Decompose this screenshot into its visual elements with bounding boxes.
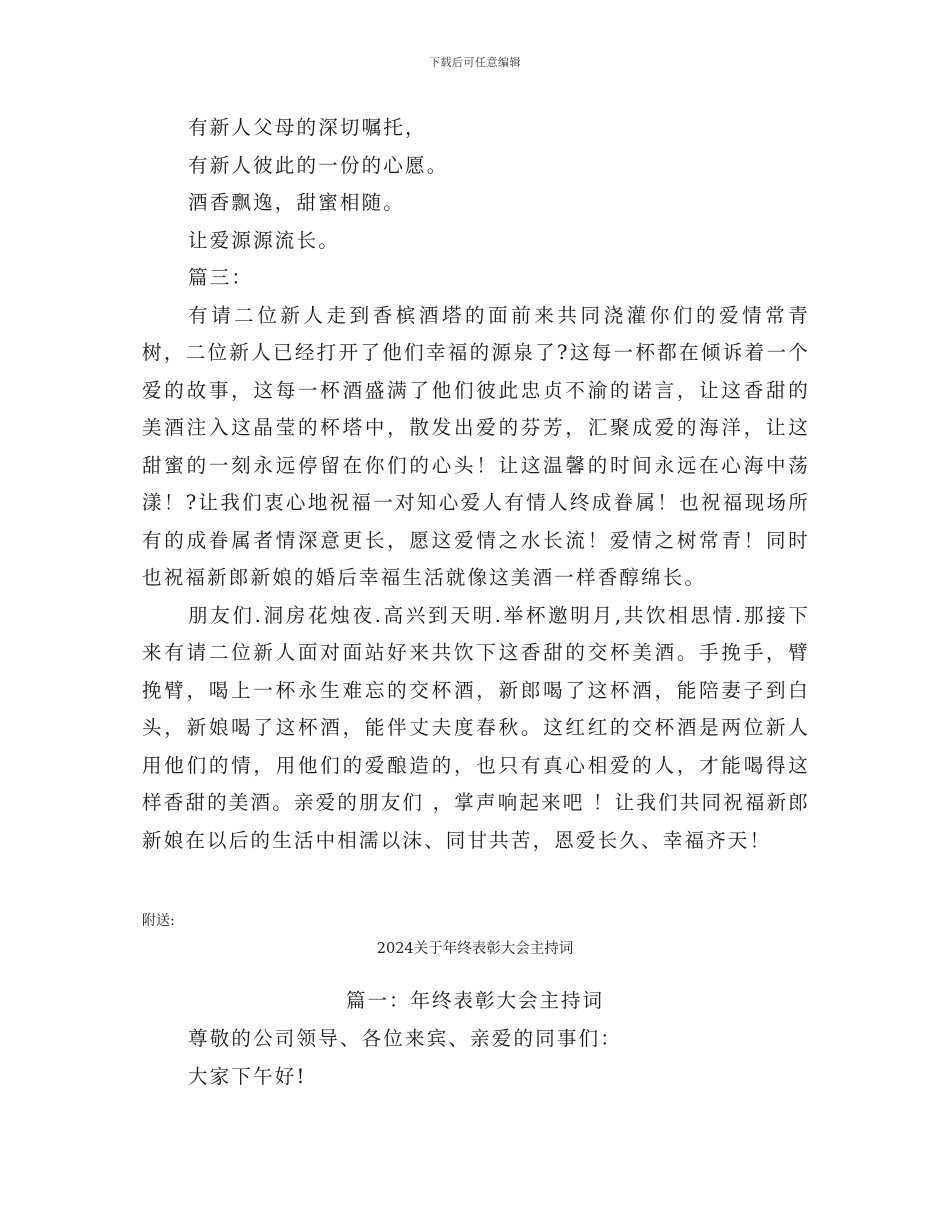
section-heading: 篇三： <box>188 266 254 289</box>
appendix-label: 附送: <box>142 913 175 929</box>
greeting-line: 大家下午好! <box>188 1065 307 1088</box>
greeting-line: 尊敬的公司领导、各位来宾、亲爱的同事们： <box>188 1027 623 1050</box>
paragraph: 朋友们.洞房花烛夜.高兴到天明.举杯邀明月,共饮相思情.那接下来有请二位新人面对面站好来共饮下这香甜的交杯美酒。手挽手，臂挽臂，喝上一杯永生难忘的交杯酒，新郎喝了这杯酒，能陪妻子到白头，新娘喝了这杯酒，能伴丈夫度春秋。这红红的交杯酒是两位新人用他们的情，用他们的爱酿造的，也只有真心相爱的人，才能喝得这样香甜的美酒。亲爱的朋友们 ，掌声响起来吧 ！让我们共同祝福新郎新娘在以后的生活中相濡以沫、同甘共苦，恩爱长久、幸福齐天！ <box>142 603 810 852</box>
verse-line: 有新人父母的深切嘱托， <box>188 116 427 139</box>
verse-line: 有新人彼此的一份的心愿。 <box>188 153 449 177</box>
appendix-body <box>142 1020 810 1096</box>
verse-line: 酒香飘逸，甜蜜相随。 <box>188 191 406 214</box>
appendix-title: 2024关于年终表彰大会主持词 <box>376 941 574 957</box>
verse-line: 让爱源源流长。 <box>188 228 340 252</box>
paragraph: 有请二位新人走到香槟酒塔的面前来共同浇灌你们的爱情常青树，二位新人已经打开了他们幸福的源泉了?这每一杯都在倾诉着一个爱的故事，这每一杯酒盛满了他们彼此忠贞不渝的诺言，让这香甜的美酒注入这晶莹的杯塔中，散发出爱的芬芳，汇聚成爱的海洋，让这甜蜜的一刻永远停留在你们的心头！让这温馨的时间永远在心海中荡漾！?让我们衷心地祝福一对知心爱人有情人终成眷属！也祝福现场所有的成眷属者情深意更长，愿这爱情之水长流！爱情之树常青！同时也祝福新郎新娘的婚后幸福生活就像这美酒一样香醇绵长。 <box>142 303 810 589</box>
main-text <box>142 109 810 859</box>
page-header: 下载后可任意编辑 <box>429 56 521 69</box>
section-title: 篇一：年终表彰大会主持词 <box>345 989 604 1012</box>
